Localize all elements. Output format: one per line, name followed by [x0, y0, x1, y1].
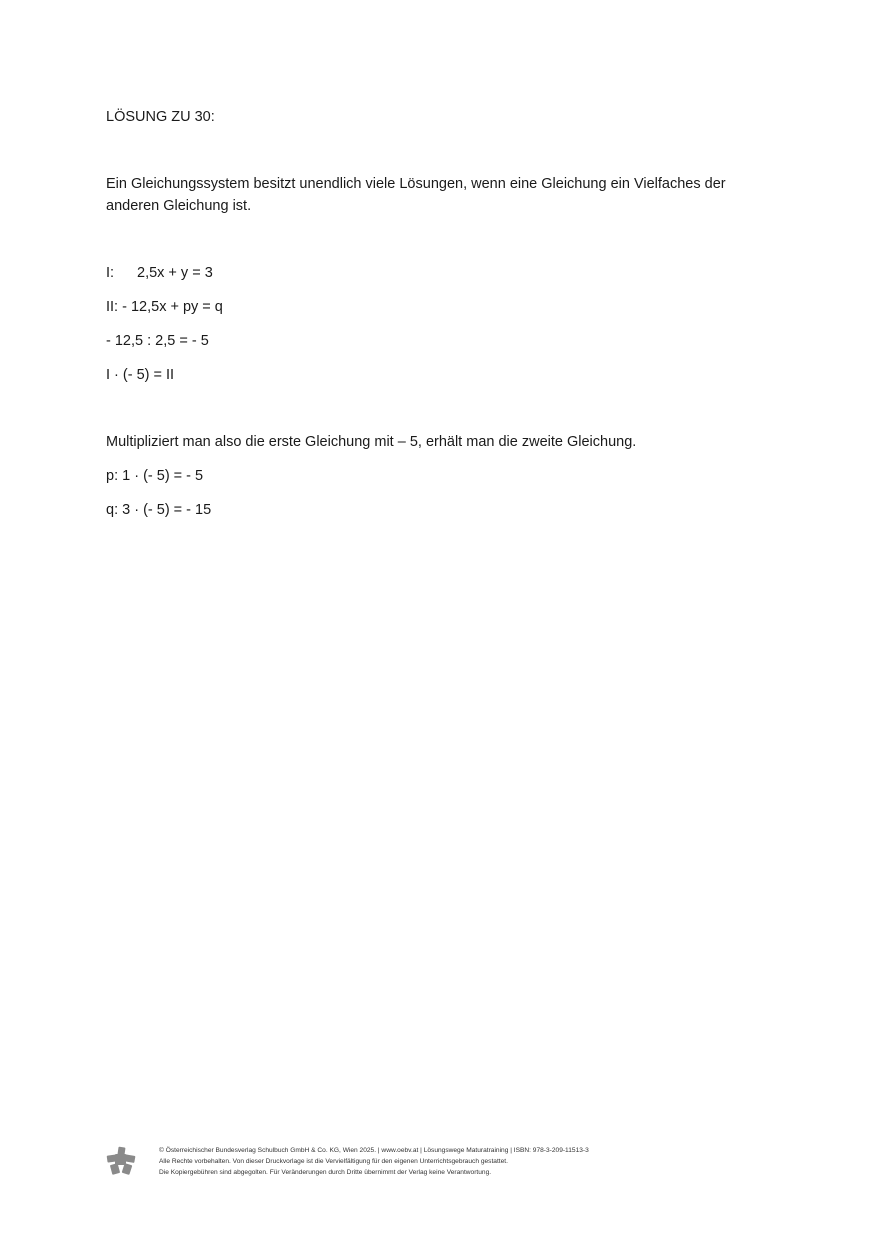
result-q: q: 3 · (- 5) = - 15	[106, 502, 212, 518]
equation-1	[106, 263, 213, 283]
equation-1-body: 2,5x + y = 3	[137, 265, 213, 281]
footer-copyright: © Österreichischer Bundesverlag Schulbuch GmbH & Co. KG, Wien 2025. | www.oebv.at | Lösungswege Maturatraining | ISBN: 978-3-209-11513-3	[159, 1147, 589, 1154]
equation-2: II: - 12,5x + py = q	[106, 299, 223, 315]
intro-line-2: anderen Gleichung ist.	[106, 198, 252, 214]
publisher-logo-icon	[106, 1145, 136, 1175]
footer	[106, 1142, 806, 1182]
footer-rights: Alle Rechte vorbehalten. Von dieser Druckvorlage ist die Vervielfältigung für den eigenen Unterrichtsgebrauch gestattet.	[159, 1158, 508, 1165]
equation-1-label: I:	[106, 265, 115, 281]
conclusion-text: Multipliziert man also die erste Gleichung mit – 5, erhält man die zweite Gleichung.	[106, 434, 637, 450]
solution-heading: LÖSUNG ZU 30:	[106, 109, 215, 125]
footer-text	[159, 1145, 589, 1178]
intro-line-1: Ein Gleichungssystem besitzt unendlich viele Lösungen, wenn eine Gleichung ein Vielfaches der	[106, 176, 726, 192]
result-p: p: 1 · (- 5) = - 5	[106, 468, 204, 484]
equation-relation: I · (- 5) = II	[106, 367, 175, 383]
footer-disclaimer: Die Kopiergebühren sind abgegolten. Für Veränderungen durch Dritte übernimmt der Verlag keine Verantwortung.	[159, 1169, 492, 1176]
ratio-calculation: - 12,5 : 2,5 = - 5	[106, 333, 209, 349]
